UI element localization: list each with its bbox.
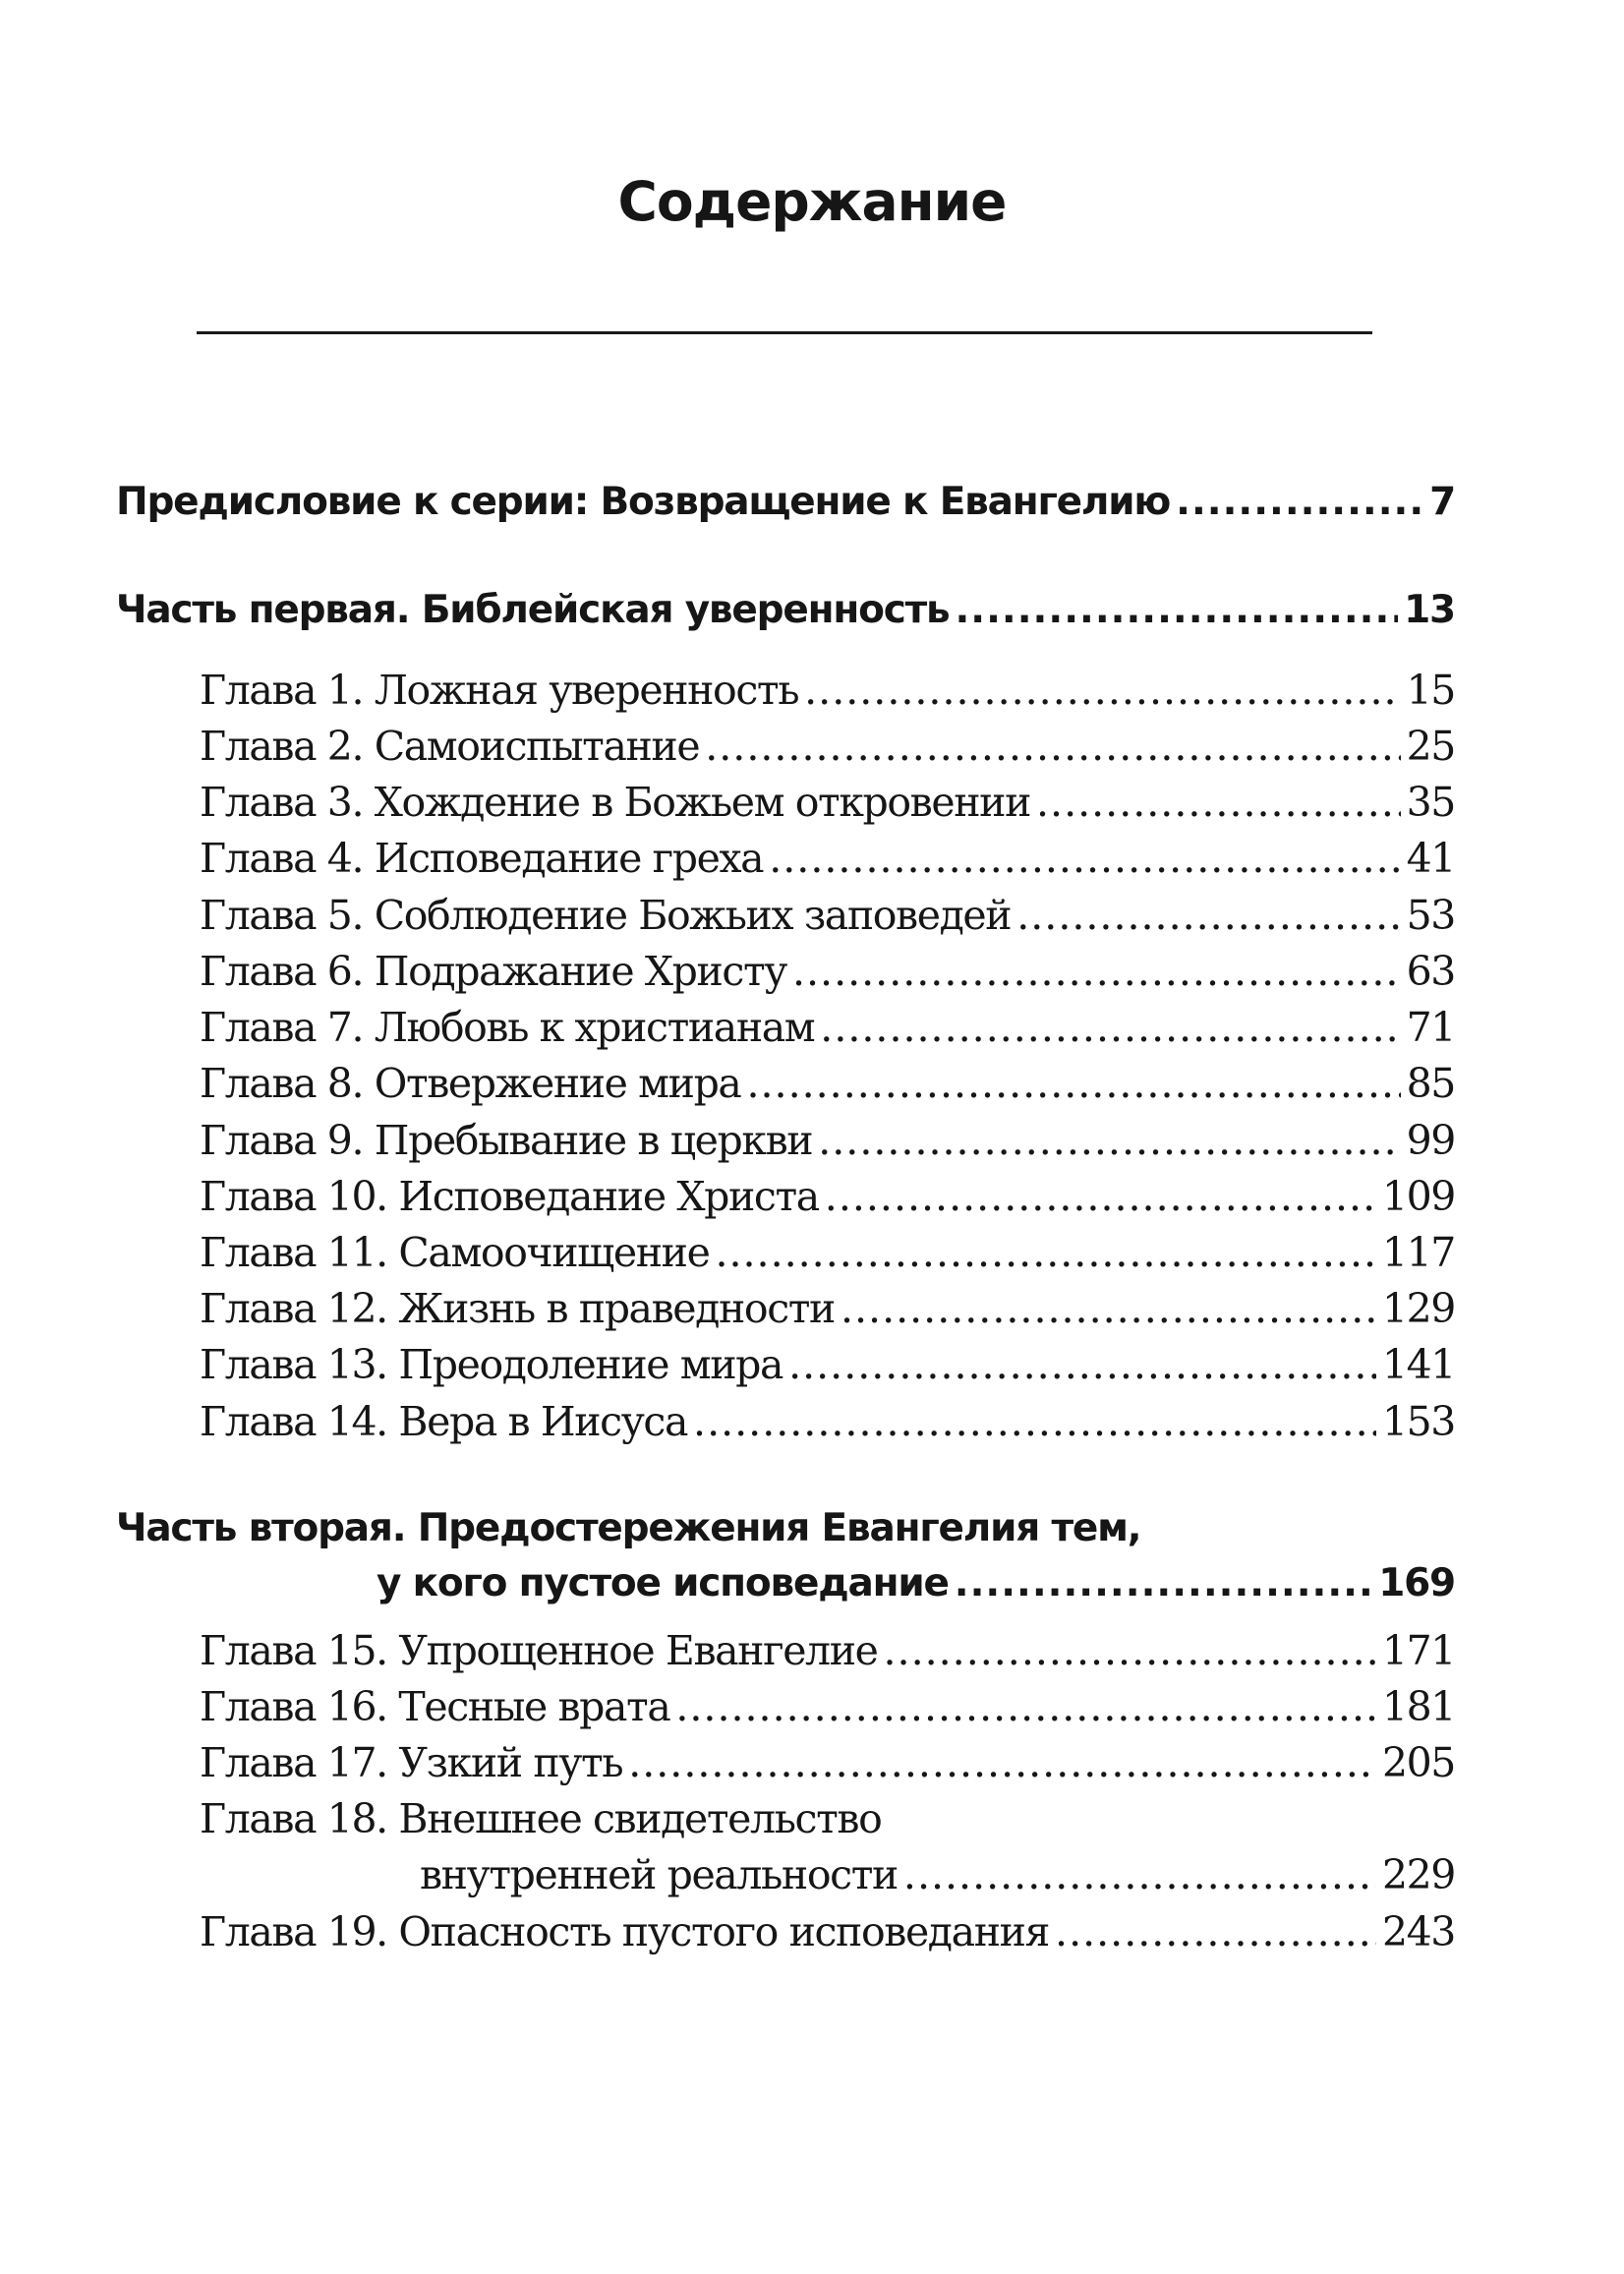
toc-entry-chapter-3: [200, 779, 1455, 826]
toc-entry-preface: [116, 480, 1455, 524]
toc-entry-page: 85: [1406, 1060, 1455, 1107]
toc-leader-dots: [955, 1561, 1372, 1605]
toc-entry-page: 153: [1381, 1398, 1455, 1445]
toc-entry-chapter-5: [200, 892, 1455, 939]
toc-entry-chapter-8: [200, 1060, 1455, 1107]
toc-leader-dots: [628, 1739, 1376, 1786]
toc-entry-label: Предисловие к серии: Возвращение к Евангелию: [116, 480, 1171, 524]
toc-entry-chapter-9: [200, 1117, 1455, 1164]
toc-leader-dots: [884, 1627, 1376, 1674]
toc-leader-dots: [675, 1683, 1376, 1730]
toc-leader-dots: [705, 723, 1400, 770]
toc-entry-label: Глава 17. Узкий путь: [200, 1739, 623, 1786]
toc-entry-chapter-18: [420, 1851, 1455, 1898]
toc-entry-page: 171: [1381, 1627, 1455, 1674]
toc-entry-label: Глава 3. Хождение в Божьем откровении: [200, 779, 1030, 826]
toc-entry-chapter-19: [200, 1908, 1455, 1955]
toc-entry-page: 141: [1381, 1341, 1455, 1388]
toc-entry-page: 117: [1381, 1229, 1455, 1276]
toc-entry-label: Глава 19. Опасность пустого исповедания: [200, 1908, 1050, 1955]
toc-leader-dots: [903, 1851, 1376, 1898]
toc-entry-label: Глава 6. Подражание Христу: [200, 948, 786, 995]
toc-entry-page: 129: [1381, 1285, 1455, 1332]
toc-entry-chapter-4: [200, 835, 1455, 882]
toc-entry-chapter-1: [200, 667, 1455, 714]
toc-entry-page: 243: [1381, 1908, 1455, 1955]
toc-entry-page: 229: [1381, 1851, 1455, 1898]
toc-entry-label: Глава 15. Упрощенное Евангелие: [200, 1627, 878, 1674]
toc-leader-dots: [804, 667, 1401, 714]
toc-entry-page: 181: [1381, 1683, 1455, 1730]
toc-leader-dots: [769, 835, 1400, 882]
toc-entry-chapter-6: [200, 948, 1455, 995]
toc-entry-page: 7: [1429, 480, 1455, 524]
toc-entry-page: 35: [1406, 779, 1455, 826]
toc-entry-label: Глава 7. Любовь к христианам: [200, 1004, 815, 1051]
toc-leader-dots: [693, 1398, 1376, 1445]
toc-entry-chapter-16: [200, 1683, 1455, 1730]
toc-entry-chapter-7: [200, 1004, 1455, 1051]
toc-entry-page: 71: [1406, 1004, 1455, 1051]
toc-entry-label: Глава 13. Преодоление мира: [200, 1341, 783, 1388]
toc-entry-page: 63: [1406, 948, 1455, 995]
toc-entry-page: 25: [1406, 723, 1455, 770]
page-title: Содержание: [617, 170, 1007, 233]
toc-leader-dots: [746, 1060, 1400, 1107]
toc-entry-label: Глава 12. Жизнь в праведности: [200, 1285, 835, 1332]
toc-entry-chapter-17: [200, 1739, 1455, 1786]
toc-entry-part2: [377, 1561, 1455, 1605]
toc-leader-dots: [825, 1173, 1376, 1220]
toc-entry-part1: [116, 588, 1455, 632]
toc-entry-label: Глава 9. Пребывание в церкви: [200, 1117, 813, 1164]
toc-leader-dots: [715, 1229, 1376, 1276]
toc-entry-part2-line1: Часть вторая. Предостережения Евангелия тем,: [116, 1506, 1141, 1550]
toc-leader-dots: [788, 1341, 1376, 1388]
toc-entry-chapter-12: [200, 1285, 1455, 1332]
toc-entry-label: внутренней реальности: [420, 1851, 898, 1898]
toc-entry-page: 13: [1404, 588, 1455, 632]
toc-entry-page: 41: [1406, 835, 1455, 882]
toc-entry-chapter-18-line1: Глава 18. Внешнее свидетельство: [200, 1795, 882, 1842]
toc-entry-label: Часть первая. Библейская уверенность: [116, 588, 950, 632]
toc-entry-page: 53: [1406, 892, 1455, 939]
toc-leader-dots: [820, 1004, 1400, 1051]
toc-entry-label: Глава 10. Исповедание Христа: [200, 1173, 819, 1220]
toc-entry-label: Глава 1. Ложная уверенность: [200, 667, 799, 714]
toc-entry-chapter-11: [200, 1229, 1455, 1276]
toc-leader-dots: [955, 588, 1398, 632]
toc-leader-dots: [1176, 480, 1423, 524]
toc-entry-page: 15: [1406, 667, 1455, 714]
toc-entry-label: Глава 5. Соблюдение Божьих заповедей: [200, 892, 1012, 939]
toc-leader-dots: [792, 948, 1401, 995]
toc-entry-label: Глава 8. Отвержение мира: [200, 1060, 741, 1107]
toc-entry-chapter-10: [200, 1173, 1455, 1220]
toc-entry-label: Глава 2. Самоиспытание: [200, 723, 700, 770]
toc-entry-label: Глава 16. Тесные врата: [200, 1683, 670, 1730]
toc-leader-dots: [1036, 779, 1401, 826]
toc-entry-page: 109: [1381, 1173, 1455, 1220]
toc-entry-chapter-15: [200, 1627, 1455, 1674]
toc-entry-page: 99: [1406, 1117, 1455, 1164]
toc-leader-dots: [841, 1285, 1376, 1332]
toc-entry-label: у кого пустое исповедание: [377, 1561, 949, 1605]
toc-entry-page: 169: [1378, 1561, 1455, 1605]
toc-entry-label: Глава 11. Самоочищение: [200, 1229, 710, 1276]
toc-entry-chapter-13: [200, 1341, 1455, 1388]
toc-entry-chapter-2: [200, 723, 1455, 770]
toc-entry-page: 205: [1381, 1739, 1455, 1786]
toc-leader-dots: [1055, 1908, 1376, 1955]
toc-leader-dots: [818, 1117, 1400, 1164]
toc-entry-label: Глава 4. Исповедание греха: [200, 835, 764, 882]
title-rule: [197, 331, 1372, 334]
toc-entry-chapter-14: [200, 1398, 1455, 1445]
toc-entry-label: Глава 14. Вера в Иисуса: [200, 1398, 688, 1445]
toc-leader-dots: [1016, 892, 1400, 939]
